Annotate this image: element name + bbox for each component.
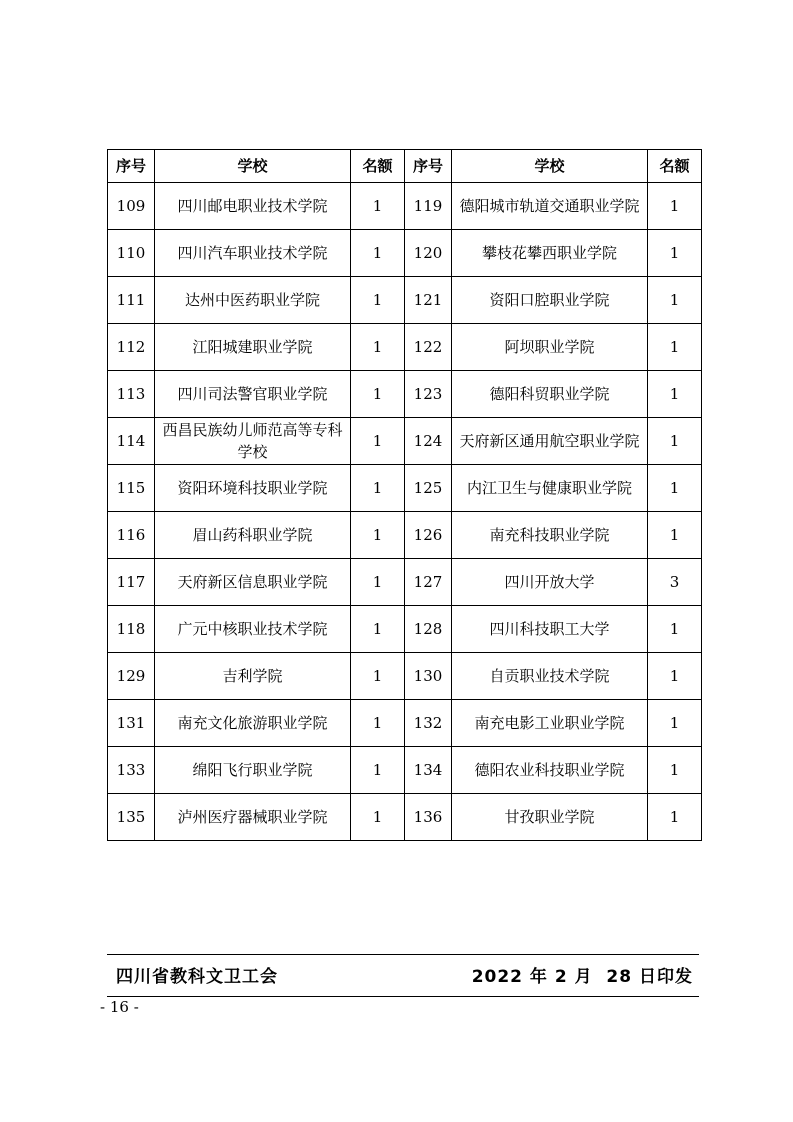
left-serial-cell: 111 bbox=[108, 277, 155, 324]
table-row bbox=[108, 512, 702, 559]
right-quota-cell: 1 bbox=[648, 230, 702, 277]
right-school-cell: 自贡职业技术学院 bbox=[452, 653, 648, 700]
right-quota-cell: 1 bbox=[648, 371, 702, 418]
left-quota-cell: 1 bbox=[351, 371, 405, 418]
table-row bbox=[108, 324, 702, 371]
table-row bbox=[108, 700, 702, 747]
right-serial-cell: 124 bbox=[405, 418, 452, 465]
right-quota-cell: 1 bbox=[648, 418, 702, 465]
right-quota-cell: 1 bbox=[648, 277, 702, 324]
page-number: - 16 - bbox=[100, 998, 139, 1016]
right-quota-cell: 1 bbox=[648, 700, 702, 747]
left-quota-cell: 1 bbox=[351, 277, 405, 324]
left-quota-cell: 1 bbox=[351, 418, 405, 465]
left-quota-cell: 1 bbox=[351, 653, 405, 700]
table-row bbox=[108, 747, 702, 794]
right-quota-cell: 3 bbox=[648, 559, 702, 606]
right-serial-cell: 127 bbox=[405, 559, 452, 606]
left-quota-cell: 1 bbox=[351, 465, 405, 512]
left-school-cell: 资阳环境科技职业学院 bbox=[155, 465, 351, 512]
left-quota-cell: 1 bbox=[351, 183, 405, 230]
table-row bbox=[108, 418, 702, 465]
left-school-cell: 西昌民族幼儿师范高等专科学校 bbox=[155, 418, 351, 465]
left-serial-cell: 115 bbox=[108, 465, 155, 512]
right-serial-cell: 136 bbox=[405, 794, 452, 841]
left-school-cell: 吉利学院 bbox=[155, 653, 351, 700]
header-serial-right: 序号 bbox=[405, 150, 452, 183]
footer-top-rule bbox=[107, 954, 699, 955]
right-serial-cell: 128 bbox=[405, 606, 452, 653]
issue-date: 2022 年 2 月 28 日印发 bbox=[471, 967, 693, 987]
right-school-cell: 阿坝职业学院 bbox=[452, 324, 648, 371]
right-serial-cell: 122 bbox=[405, 324, 452, 371]
right-school-cell: 攀枝花攀西职业学院 bbox=[452, 230, 648, 277]
left-quota-cell: 1 bbox=[351, 700, 405, 747]
issuer-name: 四川省教科文卫工会 bbox=[116, 967, 278, 987]
right-quota-cell: 1 bbox=[648, 794, 702, 841]
left-quota-cell: 1 bbox=[351, 794, 405, 841]
right-serial-cell: 125 bbox=[405, 465, 452, 512]
right-school-cell: 南充科技职业学院 bbox=[452, 512, 648, 559]
header-serial-left: 序号 bbox=[108, 150, 155, 183]
left-serial-cell: 117 bbox=[108, 559, 155, 606]
table-row bbox=[108, 606, 702, 653]
left-school-cell: 广元中核职业技术学院 bbox=[155, 606, 351, 653]
right-school-cell: 甘孜职业学院 bbox=[452, 794, 648, 841]
left-serial-cell: 133 bbox=[108, 747, 155, 794]
left-quota-cell: 1 bbox=[351, 747, 405, 794]
right-serial-cell: 130 bbox=[405, 653, 452, 700]
right-quota-cell: 1 bbox=[648, 747, 702, 794]
left-school-cell: 四川司法警官职业学院 bbox=[155, 371, 351, 418]
right-serial-cell: 134 bbox=[405, 747, 452, 794]
left-serial-cell: 116 bbox=[108, 512, 155, 559]
left-serial-cell: 131 bbox=[108, 700, 155, 747]
right-school-cell: 德阳农业科技职业学院 bbox=[452, 747, 648, 794]
table-row bbox=[108, 559, 702, 606]
header-school-left: 学校 bbox=[155, 150, 351, 183]
header-school-right: 学校 bbox=[452, 150, 648, 183]
left-quota-cell: 1 bbox=[351, 230, 405, 277]
right-school-cell: 天府新区通用航空职业学院 bbox=[452, 418, 648, 465]
left-school-cell: 达州中医药职业学院 bbox=[155, 277, 351, 324]
left-school-cell: 四川邮电职业技术学院 bbox=[155, 183, 351, 230]
right-serial-cell: 119 bbox=[405, 183, 452, 230]
right-quota-cell: 1 bbox=[648, 653, 702, 700]
left-serial-cell: 114 bbox=[108, 418, 155, 465]
left-school-cell: 绵阳飞行职业学院 bbox=[155, 747, 351, 794]
right-quota-cell: 1 bbox=[648, 512, 702, 559]
right-serial-cell: 132 bbox=[405, 700, 452, 747]
table-row bbox=[108, 465, 702, 512]
left-serial-cell: 110 bbox=[108, 230, 155, 277]
table-row bbox=[108, 183, 702, 230]
left-serial-cell: 129 bbox=[108, 653, 155, 700]
left-quota-cell: 1 bbox=[351, 512, 405, 559]
left-quota-cell: 1 bbox=[351, 606, 405, 653]
table-row bbox=[108, 230, 702, 277]
left-quota-cell: 1 bbox=[351, 559, 405, 606]
left-school-cell: 南充文化旅游职业学院 bbox=[155, 700, 351, 747]
right-serial-cell: 123 bbox=[405, 371, 452, 418]
table-row bbox=[108, 371, 702, 418]
left-serial-cell: 109 bbox=[108, 183, 155, 230]
table-row bbox=[108, 653, 702, 700]
right-serial-cell: 126 bbox=[405, 512, 452, 559]
left-serial-cell: 135 bbox=[108, 794, 155, 841]
table-row bbox=[108, 794, 702, 841]
right-serial-cell: 121 bbox=[405, 277, 452, 324]
table-header-row bbox=[108, 150, 702, 183]
right-school-cell: 资阳口腔职业学院 bbox=[452, 277, 648, 324]
right-quota-cell: 1 bbox=[648, 324, 702, 371]
table-body bbox=[108, 183, 702, 841]
right-quota-cell: 1 bbox=[648, 465, 702, 512]
left-quota-cell: 1 bbox=[351, 324, 405, 371]
allocation-table bbox=[107, 149, 702, 841]
right-school-cell: 德阳城市轨道交通职业学院 bbox=[452, 183, 648, 230]
left-school-cell: 泸州医疗器械职业学院 bbox=[155, 794, 351, 841]
right-school-cell: 四川开放大学 bbox=[452, 559, 648, 606]
left-serial-cell: 112 bbox=[108, 324, 155, 371]
right-quota-cell: 1 bbox=[648, 606, 702, 653]
right-school-cell: 南充电影工业职业学院 bbox=[452, 700, 648, 747]
left-serial-cell: 113 bbox=[108, 371, 155, 418]
right-school-cell: 内江卫生与健康职业学院 bbox=[452, 465, 648, 512]
right-quota-cell: 1 bbox=[648, 183, 702, 230]
footer-bottom-rule bbox=[107, 996, 699, 997]
left-serial-cell: 118 bbox=[108, 606, 155, 653]
left-school-cell: 天府新区信息职业学院 bbox=[155, 559, 351, 606]
right-serial-cell: 120 bbox=[405, 230, 452, 277]
table-row bbox=[108, 277, 702, 324]
right-school-cell: 四川科技职工大学 bbox=[452, 606, 648, 653]
left-school-cell: 眉山药科职业学院 bbox=[155, 512, 351, 559]
header-quota-right: 名额 bbox=[648, 150, 702, 183]
left-school-cell: 四川汽车职业技术学院 bbox=[155, 230, 351, 277]
right-school-cell: 德阳科贸职业学院 bbox=[452, 371, 648, 418]
left-school-cell: 江阳城建职业学院 bbox=[155, 324, 351, 371]
header-quota-left: 名额 bbox=[351, 150, 405, 183]
